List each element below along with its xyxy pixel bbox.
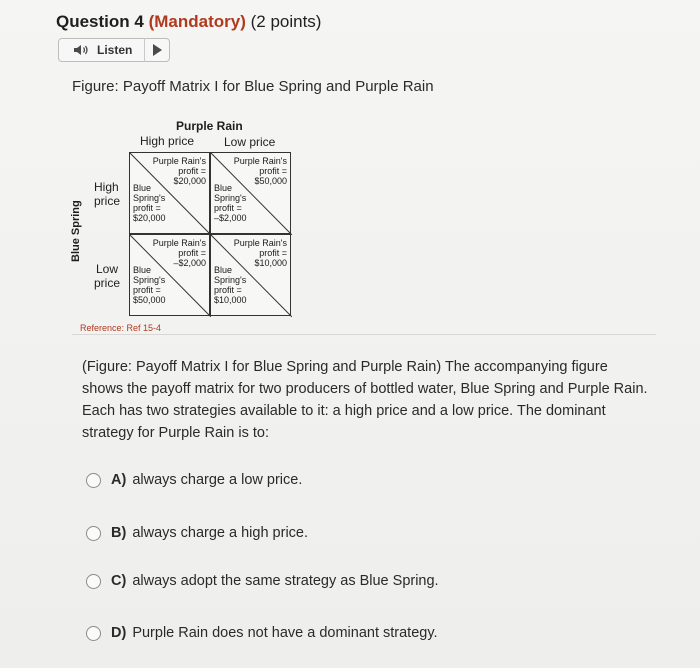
cell-lh-blue-1: Blue <box>133 265 152 275</box>
cell-hl-blue-1: Blue <box>214 183 233 193</box>
payoff-matrix <box>72 112 302 322</box>
cell-hh-blue-1: Blue <box>133 183 152 193</box>
play-icon[interactable] <box>153 44 162 56</box>
row-player-label: Blue Spring <box>70 200 82 262</box>
option-b-text: always charge a high price. <box>132 525 309 541</box>
option-c-radio[interactable] <box>86 574 101 589</box>
option-c-key: C) <box>111 573 127 589</box>
cell-ll-blue-3: profit = <box>214 285 242 295</box>
cell-ll-purple-1: Purple Rain's <box>233 238 287 248</box>
cell-ll-purple-3: $10,000 <box>254 258 287 268</box>
question-number: Question 4 <box>56 12 144 31</box>
row-high-label-2: price <box>94 194 121 208</box>
option-a-text: always charge a low price. <box>132 472 303 488</box>
cell-lh-blue-2: Spring's <box>133 275 166 285</box>
cell-high-low <box>210 152 291 234</box>
section-divider <box>72 334 656 335</box>
option-d-key: D) <box>111 625 127 641</box>
column-low-label: Low price <box>224 135 276 149</box>
points-label: (2 points) <box>250 12 322 31</box>
cell-lh-blue-4: $50,000 <box>133 295 166 305</box>
cell-ll-blue-2: Spring's <box>214 275 247 285</box>
figure-reference: Reference: Ref 15-4 <box>80 323 162 333</box>
cell-hh-purple-2: profit = <box>178 166 206 176</box>
speaker-icon <box>73 43 93 57</box>
column-player-label: Purple Rain <box>176 119 243 133</box>
option-d-radio[interactable] <box>86 626 101 641</box>
cell-hh-blue-4: $20,000 <box>133 213 166 223</box>
cell-high-high <box>129 152 210 234</box>
row-low-label-2: price <box>94 276 121 290</box>
cell-hl-blue-2: Spring's <box>214 193 247 203</box>
mandatory-label: (Mandatory) <box>148 12 246 31</box>
cell-hh-purple-3: $20,000 <box>173 176 206 186</box>
option-b[interactable] <box>86 525 308 541</box>
question-text: (Figure: Payoff Matrix I for Blue Spring and Purple Rain) The accompanying figure shows the payoff matrix for two producers of bottled water, Blue Spring and Purple Rain. Each has two strategies available to it: a high price and a low price. The dominant strategy for Purple Rain is to: <box>82 359 648 441</box>
cell-low-low <box>210 234 291 316</box>
cell-hl-blue-3: profit = <box>214 203 242 213</box>
cell-hh-blue-2: Spring's <box>133 193 166 203</box>
option-a-radio[interactable] <box>86 473 101 488</box>
question-title <box>56 12 321 32</box>
option-c-text: always adopt the same strategy as Blue Spring. <box>132 573 439 589</box>
cell-low-high <box>129 234 210 316</box>
cell-hl-purple-3: $50,000 <box>254 176 287 186</box>
listen-label: Listen <box>97 43 133 57</box>
option-d[interactable] <box>86 625 438 641</box>
option-b-radio[interactable] <box>86 526 101 541</box>
option-b-key: B) <box>111 525 127 541</box>
cell-ll-purple-2: profit = <box>259 248 287 258</box>
option-a[interactable] <box>86 472 302 488</box>
option-a-key: A) <box>111 472 127 488</box>
option-c[interactable] <box>86 573 439 589</box>
cell-hl-purple-2: profit = <box>259 166 287 176</box>
row-high-label-1: High <box>94 180 119 194</box>
row-low-label-1: Low <box>96 262 119 276</box>
column-high-label: High price <box>140 134 195 148</box>
cell-hl-blue-4: –$2,000 <box>214 213 247 223</box>
cell-ll-blue-4: $10,000 <box>214 295 247 305</box>
listen-button[interactable] <box>58 38 170 62</box>
cell-lh-purple-3: –$2,000 <box>173 258 206 268</box>
cell-lh-purple-1: Purple Rain's <box>152 238 206 248</box>
cell-hl-purple-1: Purple Rain's <box>233 156 287 166</box>
cell-hh-blue-3: profit = <box>133 203 161 213</box>
cell-lh-blue-3: profit = <box>133 285 161 295</box>
listen-divider <box>144 38 145 62</box>
option-d-text: Purple Rain does not have a dominant strategy. <box>132 625 438 641</box>
figure-caption: Figure: Payoff Matrix I for Blue Spring and Purple Rain <box>72 78 434 95</box>
matrix-grid <box>129 152 291 316</box>
cell-lh-purple-2: profit = <box>178 248 206 258</box>
cell-hh-purple-1: Purple Rain's <box>152 156 206 166</box>
cell-ll-blue-1: Blue <box>214 265 233 275</box>
